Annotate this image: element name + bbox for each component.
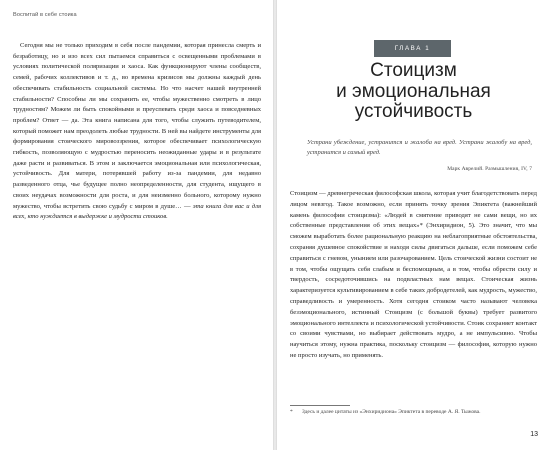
left-page [0, 0, 273, 450]
chapter-title-line: Стоицизм [370, 60, 457, 81]
left-body-text [13, 41, 261, 223]
page-number: 13 [530, 431, 538, 438]
chapter-label: ГЛАВА 1 [374, 40, 451, 57]
right-body-text: Стоицизм — древнегреческая философская школа, которая учит благодетствовать перед лицом невзгод. Такое возможно, если принять точку зрения Эпиктета (важнейший камень философии стоицизма): «Людей в смятение приводят не сами вещи, но их собственные представления об этих вещах»* (Энхиридион, 5). Это значит, что мы сможем выработать более рациональную реакцию на неблагоприятные обстоятельства, сохраняя душевное спокойствие и находя силы двигаться дальше, если поможем себе справиться с гневом, унынием или разочарованием. Цель стоической жизни состоит не в том, чтобы ощущать себя слабым и беспомощным, а в том, чтобы обрести силу и твердость, сосредоточившись на подвластных нам вещах. Стоическая жизнь характеризуется культивированием в себе таких добродетелей, как мудрость, мужество, справедливость и умеренность. Хотя сегодня стоиком часто называют человека безэмоционального, истинный Стоицизм (с большой буквы) требует развитого эмоционального интеллекта и психологической устойчивости. Стоик сохраняет контакт со своими чувствами, но выбирает действовать мудро, а не импульсивно. Чтобы научиться этому, нужна практика, поскольку стоицизм — философия, которую нужно не просто изучать, но применять. [290, 190, 537, 359]
chapter-title-line: и эмоциональная [336, 80, 491, 102]
epigraph-author: Марк Аврелий. Размышления, IV, 7 [447, 166, 532, 172]
left-body-main: Сегодня мы не только приходим в себя после пандемии, которая принесла смерть и безработицу, но и изо всех сил пытаемся справиться с освещенными проблемами в условиях политической поляризации и хаоса. Как функционируют члены сообществ, семей, рабочих коллективов и т. д., во времена кризисов мы должны каждый день обеспечивать стабильность социальной системы. Но что насчет нашей внутренней стабильности? Способны ли мы сохранить ее, чтобы мужественно смотреть в лицо трудностям? Можем ли быть спокойными и преуспевать среди хаоса и повседневных проблем? Ответ — да. Эта книга написана для того, чтобы служить путеводителем, который поможет нам преодолеть любые трудности. В ней вы найдете инструменты для формирования стоического мировоззрения, которое обеспечивает психологическую гибкость, позволяющую с мудростью переносить неожиданные удары и в результате даже расти и развиваться. В этом и заключается эмоциональная или психологическая, устойчивость. Для матери, потерявшей работу из-за пандемии, для недавно разведенного отца, чье будущее полно неопределенности, для студента, ищущего в своих неудачах возможности для роста, и для неизменно больного, которому нужно мужество, чтобы встретить свою судьбу с миром в душе… — [13, 42, 261, 210]
footnote [290, 409, 537, 417]
footnote-divider [290, 405, 350, 406]
chapter-title-line: устойчивость [354, 101, 473, 122]
right-page [277, 0, 550, 450]
footnote-mark: * [290, 409, 293, 415]
footnote-text: Здесь и далее цитаты из «Энхиридиона» Эпиктета в переводе А. Я. Тыжова. [302, 409, 481, 415]
epigraph: Устрани убеждение, устранится и жалоба на вред. Устрани жалобу на вред, устранится и самый вред. [307, 139, 532, 156]
left-body-italic: эта книга для вас и для всех, кто нуждается в выдержке и мудрости стоиков. [13, 202, 261, 221]
running-head: Воспитай в себе стоика [13, 12, 77, 18]
chapter-title [317, 61, 510, 123]
